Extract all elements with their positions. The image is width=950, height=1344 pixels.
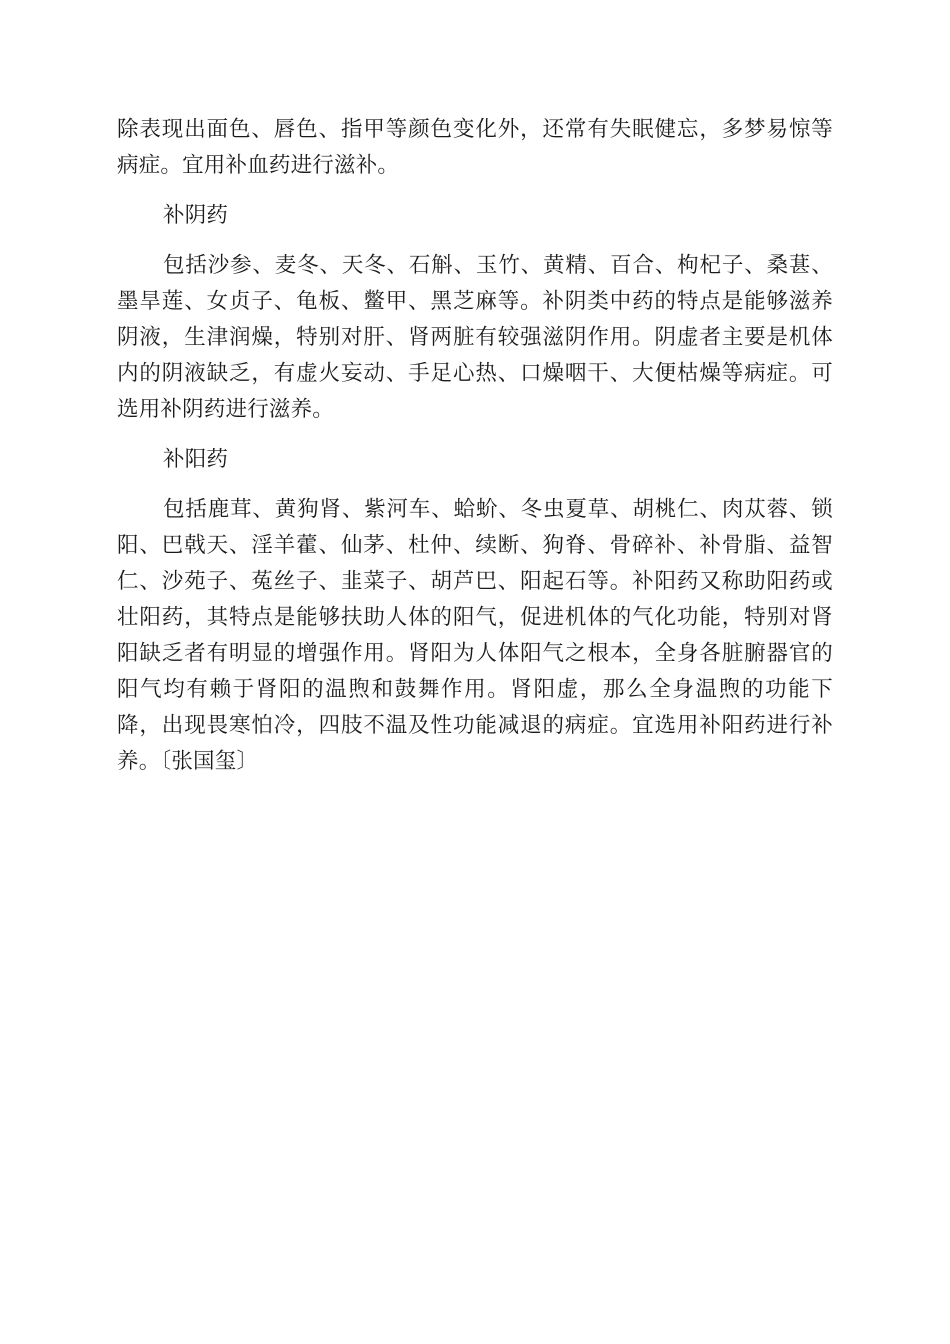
paragraph-yang-tonic: 包括鹿茸、黄狗肾、紫河车、蛤蚧、冬虫夏草、胡桃仁、肉苁蓉、锁阳、巴戟天、淫羊藿、仙茅、杜仲、续断、狗脊、骨碎补、补骨脂、益智仁、沙苑子、菟丝子、韭菜子、胡芦巴、阳起石等。补阳药又称助阳药或壮阳药，其特点是能够扶助人体的阳气，促进机体的气化功能，特别对肾阳缺乏者有明显的增强作用。肾阳为人体阳气之根本，全身各脏腑器官的阳气均有赖于肾阳的温煦和鼓舞作用。肾阳虚，那么全身温煦的功能下降，出现畏寒怕冷，四肢不温及性功能减退的病症。宜选用补阳药进行补养。〔张国玺〕 (117, 497, 833, 774)
heading-yin-tonic: 补阴药 (163, 203, 229, 228)
document-page (117, 112, 833, 794)
paragraph-yin-tonic: 包括沙参、麦冬、天冬、石斛、玉竹、黄精、百合、枸杞子、桑葚、墨旱莲、女贞子、龟板、鳖甲、黑芝麻等。补阴类中药的特点是能够滋养阴液，生津润燥，特别对肝、肾两脏有较强滋阴作用。阴虚者主要是机体内的阴液缺乏，有虚火妄动、手足心热、口燥咽干、大便枯燥等病症。可选用补阴药进行滋养。 (117, 253, 833, 422)
paragraph-blood-tonic-ending: 除表现出面色、唇色、指甲等颜色变化外，还常有失眠健忘，多梦易惊等病症。宜用补血药进行滋补。 (117, 117, 833, 178)
heading-yang-tonic: 补阳药 (163, 447, 229, 472)
